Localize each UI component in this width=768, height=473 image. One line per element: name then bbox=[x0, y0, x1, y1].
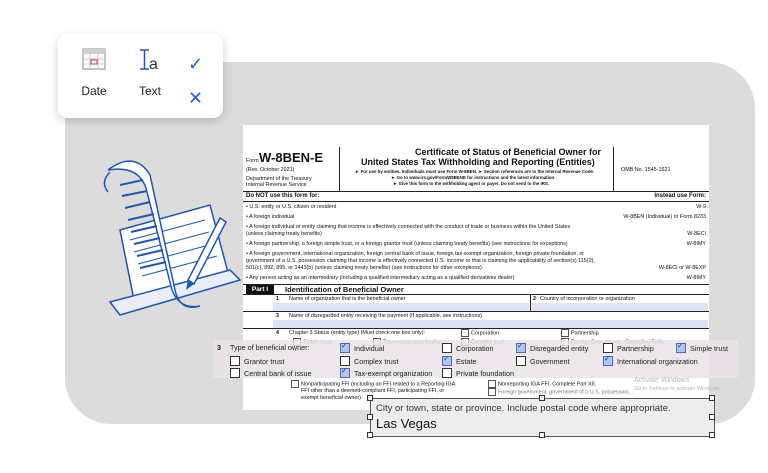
exclusion-line: (unless claiming treaty benefits) bbox=[246, 231, 322, 237]
form-irs: Internal Revenue Service bbox=[246, 182, 307, 188]
disregarded-entity-checkbox[interactable] bbox=[516, 343, 526, 353]
exclusion-line: • A foreign government, international organization, foreign central bank of issue, foreign tax-exempt organization, foreign private foundation, or bbox=[246, 251, 585, 257]
individual-checkbox[interactable] bbox=[340, 343, 350, 353]
line-number: 2 bbox=[533, 296, 536, 302]
estate-checkbox[interactable] bbox=[442, 356, 452, 366]
city-field-value: Las Vegas bbox=[376, 416, 437, 431]
text-tool-button[interactable] bbox=[128, 46, 172, 98]
do-not-use-heading: Do NOT use this form for: bbox=[246, 193, 320, 199]
exclusion-form: W-8ECI or W-8EXP bbox=[658, 265, 706, 271]
country-field[interactable] bbox=[532, 303, 708, 311]
city-field-label: City or town, state or province. Include postal code where appropriate. bbox=[376, 403, 671, 414]
exclusion-form: W-8IMY bbox=[686, 275, 706, 281]
text-cursor-icon bbox=[137, 46, 163, 72]
ch3-option[interactable] bbox=[561, 329, 599, 337]
ch3-option-label: Partnership bbox=[571, 330, 599, 337]
exclusion-form: W-8BEN (Individual) or Form 8233 bbox=[623, 214, 706, 220]
signed-document-illustration-icon bbox=[80, 130, 250, 330]
exclusion-line: • A foreign individual bbox=[246, 214, 295, 220]
partnership-checkbox[interactable] bbox=[603, 343, 613, 353]
ch4-option-label: Nonreporting IGA FFI. Complete Part XII. bbox=[498, 381, 597, 388]
option-label: Complex trust bbox=[354, 357, 399, 366]
complex-trust-checkbox[interactable] bbox=[340, 356, 350, 366]
date-tool-button[interactable] bbox=[72, 46, 116, 98]
disregarded-entity-field[interactable] bbox=[273, 320, 708, 328]
form-number: W-8BEN-E bbox=[259, 150, 324, 165]
instead-use-heading: Instead use Form: bbox=[654, 193, 706, 199]
close-icon[interactable]: ✕ bbox=[188, 88, 204, 108]
option-label: Government bbox=[530, 357, 570, 366]
line-number: 4 bbox=[276, 330, 279, 336]
part-label: Part I bbox=[246, 285, 274, 294]
central-bank-checkbox[interactable] bbox=[230, 368, 240, 378]
form-title-2: United States Tax Withholding and Reporting (Entities) bbox=[361, 157, 595, 167]
option-label: Central bank of issue bbox=[244, 369, 312, 378]
form-prefix: Form bbox=[246, 158, 259, 164]
form-instruction-3: ► Give this form to the withholding agent or payer. Do not send to the IRS. bbox=[393, 181, 550, 186]
line-number: 3 bbox=[217, 343, 221, 352]
activate-windows-watermark: Activate Windows bbox=[634, 377, 690, 384]
ch4-option[interactable] bbox=[488, 388, 633, 396]
option-label: Individual bbox=[354, 344, 385, 353]
exclusion-line: government of a U.S. possession claiming that income is effectively connected U.S. income or that is claiming the applicability of section(s) 115(2), bbox=[246, 258, 595, 264]
line1-label: Name of organization that is the beneficial owner bbox=[289, 296, 406, 302]
private-foundation-checkbox[interactable] bbox=[442, 368, 452, 378]
line4-label: Chapter 3 Status (entity type) (Must check one box only): bbox=[289, 330, 426, 336]
form-instruction-2: ► Go to www.irs.gov/FormW8BENE for instructions and the latest information. bbox=[391, 175, 556, 180]
omb-number: OMB No. 1545-1621 bbox=[621, 167, 671, 173]
exclusion-line: • Any person acting as an intermediary (including a qualified intermediary acting as a qualified derivatives dealer) bbox=[246, 275, 515, 281]
form-dept: Department of the Treasury bbox=[246, 176, 312, 182]
ch3-option-label: Corporation bbox=[471, 330, 500, 337]
exclusion-line: • U.S. entity or U.S. citizen or resident bbox=[246, 204, 337, 210]
grantor-trust-checkbox[interactable] bbox=[230, 356, 240, 366]
line2-label: Country of incorporation or organization bbox=[540, 296, 635, 302]
form-instruction-1: ► For use by entities. Individuals must use Form W-8BEN. ► Section references are to the Internal Revenue Code. bbox=[355, 169, 595, 174]
ch4-option-cont: exempt beneficial owner). bbox=[301, 395, 363, 401]
calendar-icon bbox=[81, 46, 107, 72]
option-label: Tax-exempt organization bbox=[354, 369, 433, 378]
svg-text:a: a bbox=[149, 56, 158, 72]
corporation-checkbox[interactable] bbox=[442, 343, 452, 353]
line3-label: Name of disregarded entity receiving the payment (if applicable, see instructions) bbox=[289, 313, 482, 319]
exclusion-line: 501(c), 892, 895, or 1443(b) (unless claiming treaty benefits) (see instructions for other exceptions) bbox=[246, 265, 482, 271]
ch4-option[interactable] bbox=[488, 380, 596, 388]
line-number: 1 bbox=[276, 296, 279, 302]
option-label: Private foundation bbox=[456, 369, 514, 378]
resize-handle[interactable] bbox=[709, 414, 715, 420]
option-label: Grantor trust bbox=[244, 357, 285, 366]
resize-handle[interactable] bbox=[367, 432, 373, 438]
government-checkbox[interactable] bbox=[516, 356, 526, 366]
date-tool-label: Date bbox=[81, 84, 107, 98]
exclusion-line: • A foreign partnership, a foreign simple trust, or a foreign grantor trust (unless claiming treaty benefits) (see instructions for exceptions) bbox=[246, 241, 568, 247]
resize-handle[interactable] bbox=[367, 414, 373, 420]
check-icon[interactable]: ✓ bbox=[188, 54, 204, 74]
resize-handle[interactable] bbox=[709, 395, 715, 401]
tax-exempt-organization-checkbox[interactable] bbox=[340, 368, 350, 378]
resize-handle[interactable] bbox=[709, 432, 715, 438]
part-title: Identification of Beneficial Owner bbox=[285, 285, 404, 294]
resize-handle[interactable] bbox=[539, 395, 545, 401]
option-label: Simple trust bbox=[690, 344, 728, 353]
international-organization-checkbox[interactable] bbox=[603, 356, 613, 366]
ch4-option[interactable] bbox=[291, 380, 455, 388]
simple-trust-checkbox[interactable] bbox=[676, 343, 686, 353]
organization-name-field[interactable] bbox=[273, 303, 529, 311]
form-rev: (Rev. October 2021) bbox=[246, 167, 295, 173]
ch3-option[interactable] bbox=[461, 329, 499, 337]
option-label: Corporation bbox=[456, 344, 494, 353]
ch4-option-label: Foreign government, government of a U.S. possession... bbox=[498, 389, 634, 396]
resize-handle[interactable] bbox=[367, 395, 373, 401]
text-tool-label: Text bbox=[138, 84, 161, 98]
resize-handle[interactable] bbox=[539, 432, 545, 438]
ch4-option-label: Nonparticipating FFI (including an FFI related to a Reporting IGA bbox=[301, 381, 456, 388]
activate-windows-hint: Go to Settings to activate Windows. bbox=[634, 386, 721, 392]
option-label: Disregarded entity bbox=[530, 344, 589, 353]
exclusion-form: W-8IMY bbox=[686, 241, 706, 247]
exclusion-form: W-9 bbox=[696, 204, 706, 210]
ch4-option-cont: FFI other than a deemed-compliant FFI, participating FFI, or bbox=[301, 388, 445, 394]
option-label: Estate bbox=[456, 357, 477, 366]
form-title-1: Certificate of Status of Beneficial Owner for bbox=[415, 147, 602, 157]
option-label: Partnership bbox=[617, 344, 654, 353]
option-label: International organization bbox=[617, 357, 698, 366]
beneficial-owner-type-label: Type of beneficial owner: bbox=[230, 343, 310, 352]
exclusion-form: W-8ECI bbox=[687, 231, 706, 237]
line-number: 3 bbox=[276, 313, 279, 319]
exclusion-line: • A foreign individual or entity claiming that income is effectively connected with the conduct of trade or business within the United States bbox=[246, 224, 571, 230]
